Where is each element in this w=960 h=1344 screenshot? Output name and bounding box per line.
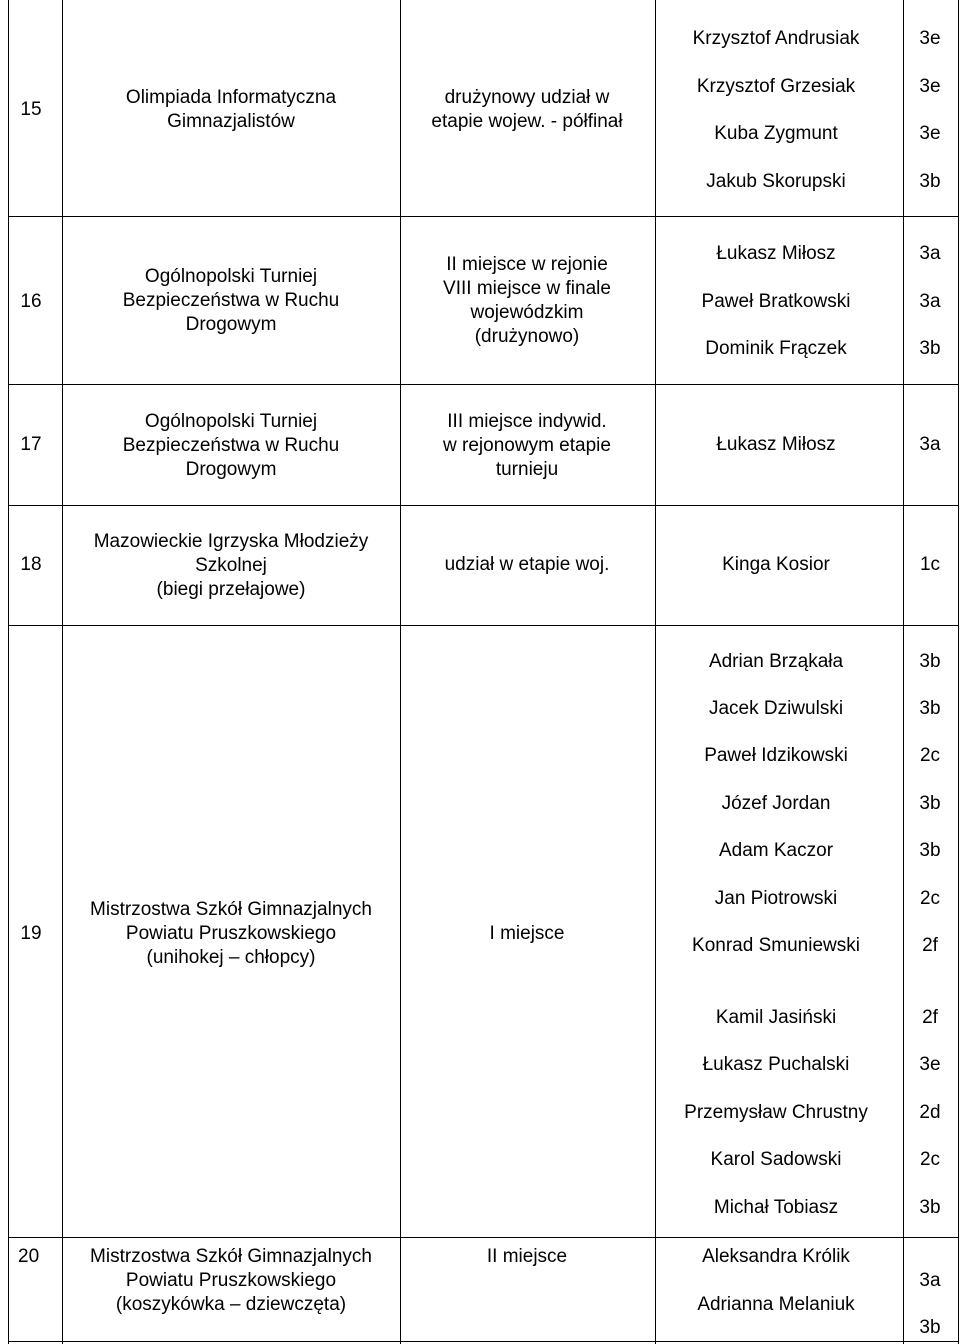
row-number: 18 — [20, 554, 42, 575]
competition-name: Ogólnopolski Turniej Bezpieczeństwa w Ruchu Drogowym — [122, 266, 340, 335]
student-name: Paweł Idzikowski — [704, 745, 848, 766]
student-class: 3b — [919, 840, 941, 861]
student-class: 3a — [919, 1270, 941, 1291]
student-name: Jan Piotrowski — [714, 888, 838, 909]
student-name: Krzysztof Grzesiak — [696, 76, 856, 97]
result-text: II miejsce w rejonie VIII miejsce w finale wojewódzkim (drużynowo) — [443, 254, 611, 347]
column-divider — [655, 0, 656, 1344]
student-class: 3e — [919, 1054, 941, 1075]
competition-name: Ogólnopolski Turniej Bezpieczeństwa w Ruchu Drogowym — [122, 411, 340, 480]
student-name: Adrian Brząkała — [708, 651, 844, 672]
competition-name: Mistrzostwa Szkół Gimnazjalnych Powiatu Pruszkowskiego (koszykówka – dziewczęta) — [90, 1246, 372, 1315]
student-class: 3a — [919, 243, 941, 264]
student-class: 3e — [919, 28, 941, 49]
student-name: Krzysztof Andrusiak — [692, 28, 860, 49]
student-class: 2f — [922, 1007, 938, 1028]
column-divider — [903, 0, 904, 1344]
student-class: 3b — [919, 1317, 941, 1338]
student-name: Józef Jordan — [721, 793, 831, 814]
student-class: 3a — [919, 434, 941, 455]
student-name: Łukasz Miłosz — [716, 243, 836, 264]
student-name: Michał Tobiasz — [713, 1197, 839, 1218]
student-class: 3b — [919, 698, 941, 719]
student-name: Dominik Frączek — [705, 338, 847, 359]
student-name: Paweł Bratkowski — [701, 291, 851, 312]
table-border-right — [958, 0, 959, 1344]
row-number: 16 — [20, 291, 42, 312]
student-name: Łukasz Miłosz — [716, 434, 836, 455]
student-class: 3b — [919, 171, 941, 192]
student-class: 1c — [919, 554, 941, 575]
column-divider — [62, 0, 63, 1344]
student-name: Karol Sadowski — [710, 1149, 842, 1170]
result-text: I miejsce — [489, 923, 565, 944]
result-text: III miejsce indywid. w rejonowym etapie turnieju — [443, 411, 611, 480]
student-class: 3b — [919, 338, 941, 359]
row-number: 20 — [18, 1246, 40, 1267]
row-divider — [8, 1237, 959, 1238]
student-class: 3a — [919, 291, 941, 312]
student-class: 2d — [919, 1102, 941, 1123]
row-divider — [8, 625, 959, 626]
row-divider — [8, 505, 959, 506]
row-number: 17 — [20, 434, 42, 455]
row-number: 15 — [20, 99, 42, 120]
student-class: 2c — [919, 888, 941, 909]
table-border-bottom — [8, 1341, 959, 1342]
row-divider — [8, 384, 959, 385]
table-border-left — [8, 0, 9, 1344]
result-text: drużynowy udział w etapie wojew. - półfinał — [431, 87, 623, 132]
row-number: 19 — [20, 923, 42, 944]
student-name: Łukasz Puchalski — [702, 1054, 850, 1075]
student-name: Kuba Zygmunt — [714, 123, 838, 144]
student-class: 3e — [919, 123, 941, 144]
competition-name: Mazowieckie Igrzyska Młodzieży Szkolnej (biegi przełajowe) — [93, 531, 369, 600]
student-class: 3b — [919, 651, 941, 672]
student-class: 3e — [919, 76, 941, 97]
student-name: Konrad Smuniewski — [692, 935, 860, 956]
student-name: Przemysław Chrustny — [684, 1102, 868, 1123]
student-class: 2c — [919, 1149, 941, 1170]
student-name: Adrianna Melaniuk — [697, 1294, 855, 1315]
student-class: 2c — [919, 745, 941, 766]
student-class: 3b — [919, 1197, 941, 1218]
competition-name: Olimpiada Informatyczna Gimnazjalistów — [125, 87, 337, 132]
result-text: II miejsce — [486, 1246, 568, 1267]
student-name: Aleksandra Królik — [702, 1246, 850, 1267]
student-class: 3b — [919, 793, 941, 814]
student-name: Jacek Dziwulski — [708, 698, 844, 719]
student-name: Kinga Kosior — [722, 554, 830, 575]
result-text: udział w etapie woj. — [444, 554, 610, 575]
student-name: Adam Kaczor — [718, 840, 834, 861]
student-name: Jakub Skorupski — [706, 171, 846, 192]
student-class: 2f — [922, 935, 938, 956]
column-divider — [400, 0, 401, 1344]
row-divider — [8, 216, 959, 217]
competition-name: Mistrzostwa Szkół Gimnazjalnych Powiatu Pruszkowskiego (unihokej – chłopcy) — [90, 899, 372, 968]
student-name: Kamil Jasiński — [715, 1007, 837, 1028]
